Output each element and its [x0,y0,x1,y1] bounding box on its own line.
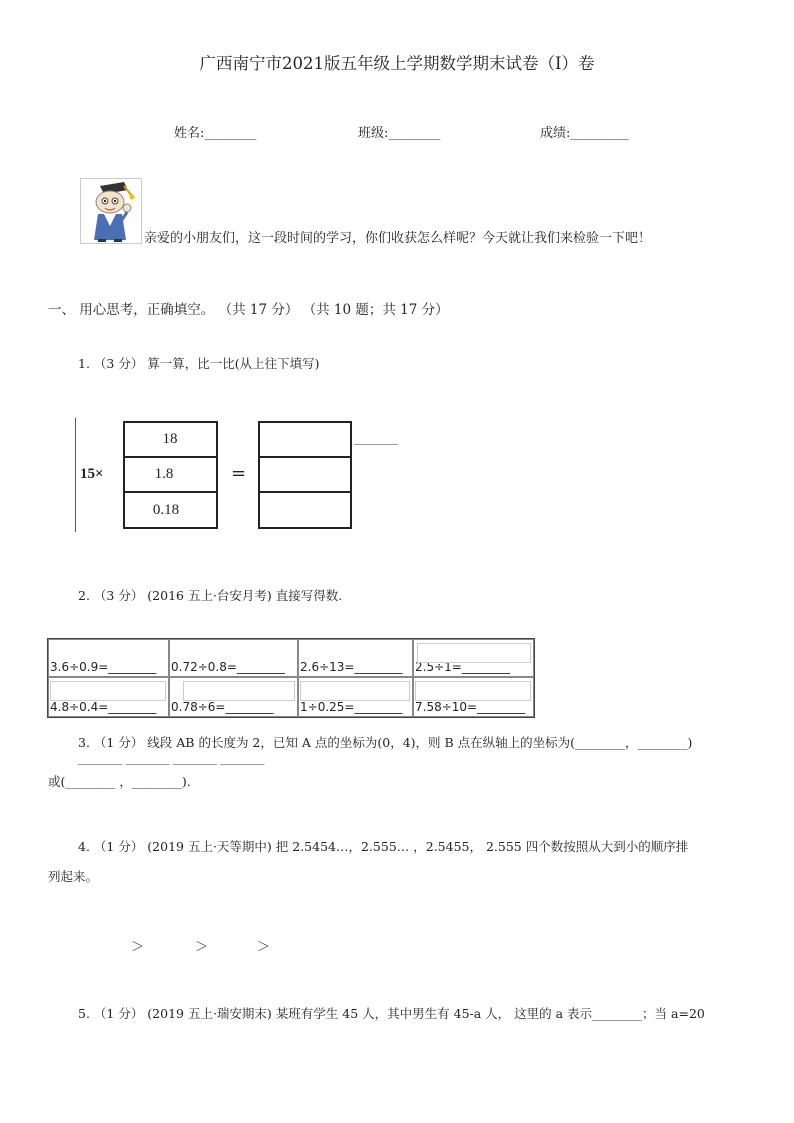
q2-cell[interactable]: 1÷0.25=________ [298,677,413,717]
q3-line2: ________ ________ ________ ________ [78,752,265,765]
q1-value-box [123,456,218,493]
q1-multiplier: 15× [80,466,104,482]
q2-cell[interactable]: 0.78÷6=________ [169,677,298,717]
q1-value: 1.8 [154,466,174,482]
q1-answer-blank[interactable]: ________ [354,432,398,445]
q1-value: 18 [162,431,178,447]
q4-line2: 列起来。 [48,869,99,884]
q3-line3: 或(________ ，________). [48,774,191,789]
class-field[interactable]: 班级:________ [358,126,441,141]
q2-cell[interactable]: 2.5÷1=________ [413,639,534,677]
q1-equals: = [231,463,247,484]
q2-grid [47,638,535,718]
q4-gt-sign: ＞ [131,940,145,955]
page-title: 广西南宁市2021版五年级上学期数学期末试卷（I）卷 [199,54,595,73]
q3-line1: 3. （1 分） 线段 AB 的长度为 2，已知 A 点的坐标为(0，4)，则 B 点在纵轴上的坐标为(________，________) [78,735,693,750]
q1-answer-box[interactable] [258,456,352,493]
q2-cell[interactable]: 2.6÷13=________ [298,639,413,677]
q2-cell[interactable]: 7.58÷10=________ [413,677,534,717]
name-field[interactable]: 姓名:________ [174,126,257,141]
q2-cell[interactable]: 0.72÷0.8=________ [169,639,298,677]
section-heading: 一、 用心思考，正确填空。 （共 17 分） （共 10 题；共 17 分） [48,302,449,318]
q1-divider [75,418,76,532]
q1-answer-box[interactable] [258,421,352,458]
q2-cell[interactable]: 3.6÷0.9=________ [48,639,169,677]
q4-gt-sign: ＞ [257,940,271,955]
q1-value-box [123,491,218,529]
q1-value: 0.18 [152,502,180,518]
q4-gt-sign: ＞ [195,940,209,955]
q2-cell[interactable]: 4.8÷0.4=________ [48,677,169,717]
q1-value-box [123,421,218,458]
intro-text: 亲爱的小朋友们，这一段时间的学习，你们收获怎么样呢？今天就让我们来检验一下吧！ [144,231,652,246]
q1-answer-box[interactable] [258,491,352,529]
q5-line1: 5. （1 分） (2019 五上·瑞安期末) 某班有学生 45 人，其中男生有 45-a 人， 这里的 a 表示________；当 a=20 [78,1006,705,1021]
mascot-image [80,178,142,244]
q1-prompt: 1. （3 分） 算一算，比一比(从上往下填写) [78,356,320,371]
q4-line1: 4. （1 分） (2019 五上·天等期中) 把 2.5454…，2.555… ，2.5455， 2.555 四个数按照从大到小的顺序排 [78,839,689,854]
score-field[interactable]: 成绩:_________ [540,126,629,141]
q2-prompt: 2. （3 分） (2016 五上·台安月考) 直接写得数. [78,588,343,603]
